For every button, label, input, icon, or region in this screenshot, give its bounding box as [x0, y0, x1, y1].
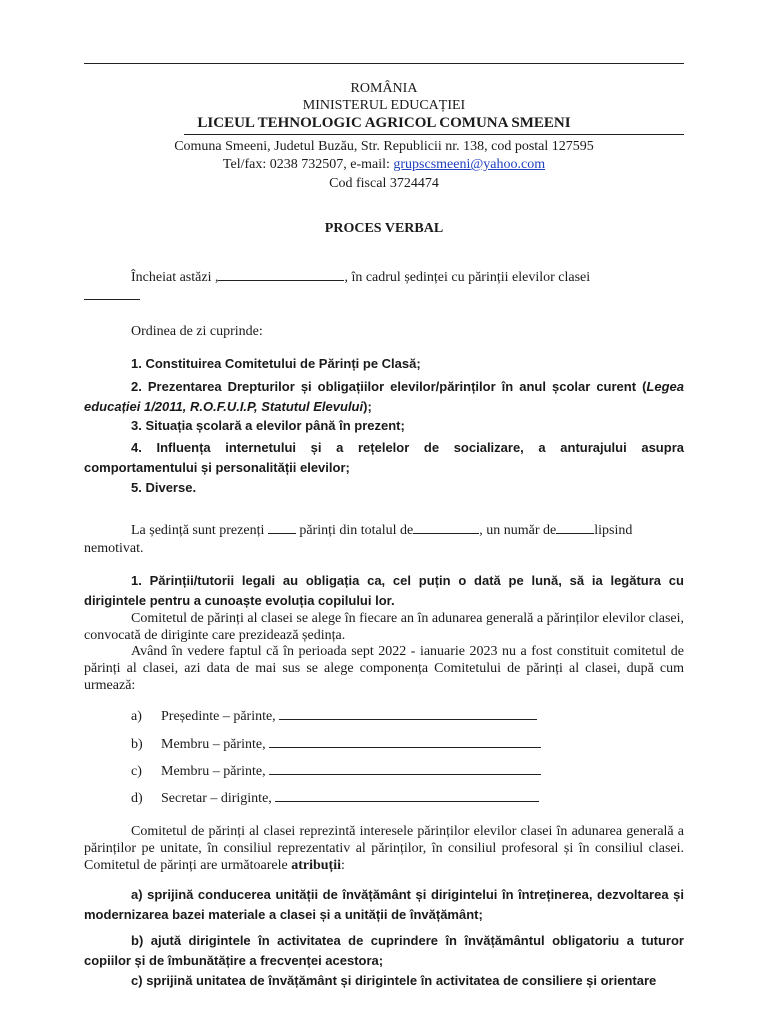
header-ministry: MINISTERUL EDUCAȚIEI [302, 98, 466, 113]
committee-item-c: c) Membru – părinte, [131, 762, 541, 780]
committee-item-b: b) Membru – părinte, [131, 735, 541, 753]
header-fiscal: Cod fiscal 3724474 [329, 176, 439, 191]
intro-paragraph [84, 268, 684, 286]
intro-part1: Încheiat astăzi , [131, 270, 219, 285]
committee-item-a: a) Președinte – părinte, [131, 707, 537, 725]
total-blank [413, 521, 479, 534]
agenda-item-4: 4. Influența internetului și a rețelelor de socializare, a anturajului asupra comportamentului și personalității elevilor; [84, 440, 684, 475]
agenda-item-2: 2. Prezentarea Drepturilor și obligațiilor elevilor/părinților în anul școlar curent (Legea educației 1/2011, R.O.F.U.I.P, Statutul Elevului); [84, 379, 684, 414]
class-blank [84, 287, 140, 300]
attendance-line: La ședință sunt prezenți părinți din totalul de , un număr de lipsind [131, 523, 633, 538]
email-link[interactable]: grupscsmeeni@yahoo.com [393, 157, 546, 172]
attribution-c: c) sprijină unitatea de învățământ și dirigintele în activitatea de consiliere și orientare [131, 973, 657, 988]
agenda-item-1: 1. Constituirea Comitetului de Părinți pe Clasă; [131, 356, 421, 371]
agenda-label: Ordinea de zi cuprinde: [131, 324, 263, 339]
header-telfax: Tel/fax: 0238 732507, e-mail: [222, 157, 394, 172]
attribution-a: a) sprijină conducerea unității de învățământ și dirigintelui în întreținerea, dezvoltarea și modernizarea bazei materiale a clasei și a unității de învățământ; [84, 887, 684, 922]
committee-item-d: d) Secretar – diriginte, [131, 789, 539, 807]
date-blank [218, 268, 344, 281]
header-country: ROMÂNIA [350, 81, 418, 96]
section1-heading: 1. Părinții/tutorii legali au obligația ca, cel puțin o dată pe lună, să ia legătura cu dirigintele pentru a cunoaște evoluția copilului lor. [84, 573, 684, 608]
committee-blank-b [269, 735, 541, 748]
intro-part2: , în cadrul ședinței cu părinții elevilor clasei [344, 270, 591, 285]
absent-blank [556, 521, 594, 534]
header-address: Comuna Smeeni, Judetul Buzău, Str. Republicii nr. 138, cod postal 127595 [174, 139, 594, 154]
agenda-item-3: 3. Situația școlară a elevilor până în prezent; [131, 418, 405, 433]
section1-paragraph-2: Având în vedere faptul că în perioada sept 2022 - ianuarie 2023 nu a fost constituit comitetul de părinți al clasei, azi data de mai sus se alege componența Comitetului de părinți al clasei, după cum urmează: [84, 644, 684, 693]
page-title: PROCES VERBAL [324, 221, 444, 236]
role-paragraph: Comitetul de părinți al clasei reprezintă interesele părinților elevilor clasei în adunarea generală a părinților pe unitate, în consiliul reprezentativ al părinților, în consiliul profesoral și în consiliul clasei. Comitetul de părinți are următoarele atribuții: [84, 824, 684, 873]
committee-blank-a [279, 707, 537, 720]
header-rule [184, 134, 684, 135]
header-contact [84, 156, 684, 173]
committee-blank-d [275, 789, 539, 802]
agenda-item-5: 5. Diverse. [131, 480, 197, 495]
section1-paragraph-1: Comitetul de părinți al clasei se alege în fiecare an în adunarea generală a părinților elevilor clasei, convocată de diriginte care prezidează ședința. [84, 611, 684, 643]
top-rule [84, 63, 684, 64]
attribution-b: b) ajută dirigintele în activitatea de cuprindere în învățământul obligatoriu a tuturor copiilor și de îmbunătățire a frecvenței acestora; [84, 933, 684, 968]
committee-blank-c [269, 762, 541, 775]
attendance-line-2: nemotivat. [84, 541, 144, 556]
header-school: LICEUL TEHNOLOGIC AGRICOL COMUNA SMEENI [197, 115, 571, 131]
class-blank-line [84, 287, 140, 305]
present-blank [268, 521, 296, 534]
